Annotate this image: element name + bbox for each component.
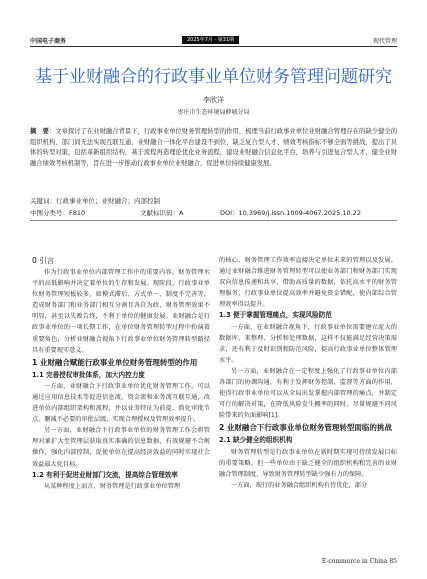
doi: DOI：10.3969/j.issn.1009-4067.2025.10.22 — [220, 209, 361, 217]
subsection-heading: 1.1 完善授权审批体系，加大内控力度 — [32, 370, 145, 379]
paper-title: 基于业财融合的行政事业单位财务管理问题研究 — [35, 67, 392, 87]
document-code: 文献标识码：A — [140, 209, 184, 217]
abstract — [30, 127, 397, 170]
clc-number: 中图分类号：F810 — [30, 209, 86, 217]
abstract-text: ：文章探讨了在业财融合背景下，行政事业单位财务管理转型的作用，梳理当前行政事业单位业财融合管理存在的缺少健全的组织机构、部门间无法实现互联互通、业财融合一体化平台建设不到位、缺乏复合型人才、绩效考核指标不够全面等挑战，提出了具体的转型对策，包括革新组织结构，基于流程再造理论优化业务流程，建设业财融合信息化平台，培养与引进复合型人才，健全业财融合绩效考核机制等，旨在进一步推动行政事业单位业财融合，促进单位持续健康发展。 — [30, 128, 397, 168]
right-column — [219, 255, 397, 491]
paragraph: 作为行政事业单位内部管理工作中的重要内容，财务管理水平的高低影响并决定着单位的生存和发展。现阶段，行政事业单位财务管理短板较多，如模式滞后、方式单一、制度不完善等，造成财务部门和业务部门相互分割且各自为政，财务管理效果不明显，甚至以失败告终，不利于单位的健康发展。业财融合是行政事业单位的一项长期工作，在单位财务管理转型过程中扮演着重要角色，分析业财融合视角下行政事业单位财务管理转型路径具有重要现实意义。 — [32, 269, 210, 354]
abstract-label: 摘 要 — [30, 128, 49, 135]
header-rule — [30, 46, 397, 47]
section-heading: 2 业财融合下行政事业单位财务管理转型面临的挑战 — [219, 423, 392, 433]
keywords: 关键词：行政事业单位；业财融合；内部控制 — [30, 197, 160, 205]
abstract-separator — [30, 220, 397, 221]
author: 李欣洋 — [203, 96, 224, 104]
subsection-heading: 1.3 便于掌握管理痛点，实现风险防范 — [219, 311, 332, 320]
paragraph: 一方面，现行的业务融合组织机构有待优化，部分 — [231, 481, 368, 489]
section-heading: 0 引言 — [32, 256, 55, 265]
paragraph: 财务管理转型是行政事业单位在新时期实现可持续发展目标的重要策略，但一些单位由于缺乏健全的组织机构和完善的业财融合管理制度，导致财务管理转型缺少强有力的保障。 — [219, 448, 397, 478]
subsection-heading: 1.2 有利于促进业财部门交流，提高综合管理效率 — [32, 470, 178, 479]
issue-badge: 2025年7月 · 第31期 — [182, 36, 239, 44]
affiliation: 枣庄市生态环境局薛城分局 — [177, 109, 250, 116]
paragraph: 的核心，财务管理工作效率直接决定单位未来的管理以及发展。通过业财融合推进财务管理转型可以使业务部门和财务部门实现双向信息传递和共享，借助高质量的数据，依托高水平的财务管理服务，行政事业单位提高效率并避免资金错配，使内部综合管理效率得以提升。 — [219, 257, 397, 309]
paragraph: 一方面，在业财融合视角下，行政事业单位需要建立庞大的数据库，来整理、分析和处理数据，这样不仅能满足经营决策需求，还有利于及时识别和防范风险，提高行政事业单位整体管理水平。 — [219, 323, 397, 364]
paragraph: 另一方面，业财融合下行政事业单位的财务管理工作会将管理对象扩大至管理层获取真实准确的信息数据，有效规避不合规操作，强化内部控制，促使单位在提高经济效益的同时实现社会效益最大化目标。 — [32, 427, 210, 468]
page-footer: E-commerce in China 85 — [321, 558, 397, 565]
journal-name: 中国电子商务 — [30, 38, 67, 45]
paragraph: 从某种程度上而言，财务管理是行政事业单位管理 — [44, 482, 181, 490]
paragraph: 一方面，业财融合下行政事业单位优化财务管理工作，可以通过应用信息技术等促进信息流、资金流和业务流互联互通，改进单位内部组织架构和流程，并以业务特征为前提，简化审批节点，删减不必要的审批层级，实现合理授权及管理效率提升。 — [32, 382, 210, 424]
paragraph: 另一方面，业财融合在一定程度上强化了行政事业单位内部各部门的协调沟通，有利于发挥财务控制、监督等方面的作用，使得行政事业单位可以从全局出发掌握内部管理的痛点，并制定可行的解决对策，在降低风险发生概率的同时，尽量规避不同风险带来的负面影响[1]。 — [219, 367, 397, 420]
left-column — [32, 255, 210, 492]
subsection-heading: 2.1 缺少健全的组织机构 — [219, 436, 293, 445]
section-name: 现代管理 — [372, 38, 397, 45]
section-heading: 1 业财融合赋能行政事业单位财务管理转型的作用 — [32, 357, 198, 367]
